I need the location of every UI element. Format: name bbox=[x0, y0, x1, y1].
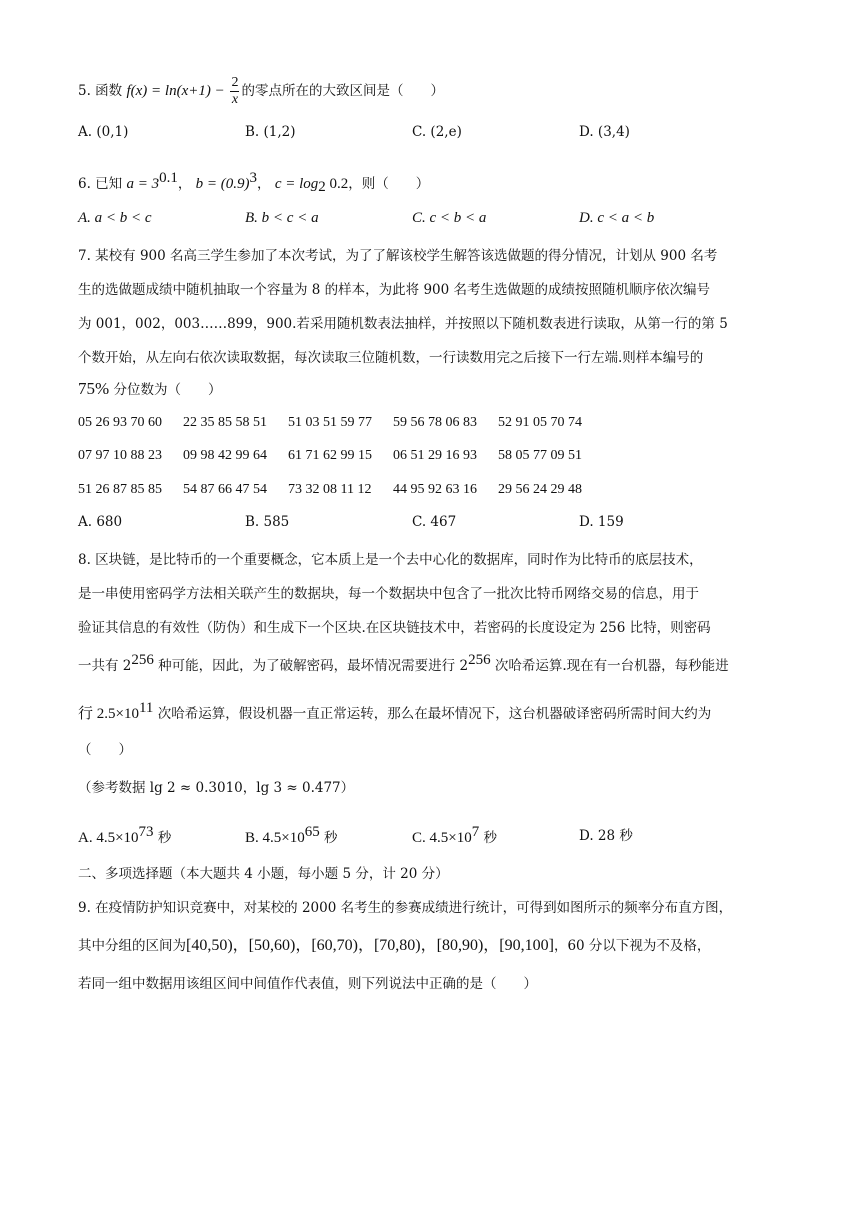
q7-line-4: 个数开始，从左向右依次读取数据，每次读取三位随机数，一行读数用完之后接下一行左端.则样本编号的 bbox=[78, 350, 704, 366]
q8-line-4: 一共有 $2^{256}$ 种可能，因此，为了破解密码，最坏情况需要进行 $2^{256}$ 次哈希运算.现在有一台机器，每秒能进 bbox=[78, 652, 729, 674]
q8-reference-data: （参考数据 lg 2 ≈ 0.3010，lg 3 ≈ 0.477） bbox=[78, 780, 355, 796]
random-table-row-1: 05 26 93 70 60 22 35 85 58 51 51 03 51 59 77 59 56 78 06 83 52 91 05 70 74 bbox=[78, 415, 582, 430]
q6-stem: 6. 已知 $a = 3^{0.1}$， $b = (0.9)^3$， $c = \log_2 0.2$，则（ ） bbox=[78, 170, 430, 195]
q5-option-b: B. (1,2) bbox=[245, 124, 296, 140]
q6-option-b: B. b < c < a bbox=[245, 210, 319, 226]
q7-line-5: 75% 分位数为（ ） bbox=[78, 379, 222, 398]
q8-option-a: A. $4.5\times 10^{73}$ 秒 bbox=[78, 824, 172, 846]
q9-line-3: 若同一组中数据用该组区间中间值作代表值，则下列说法中正确的是（ ） bbox=[78, 976, 537, 992]
q8-line-1: 8. 区块链，是比特币的一个重要概念，它本质上是一个去中心化的数据库，同时作为比特币的底层技术， bbox=[78, 552, 703, 568]
q7-option-a: A. 680 bbox=[78, 514, 123, 530]
q7-percentile: 75% bbox=[78, 379, 110, 398]
q7-line-3: 为 001，002，003……899，900.若采用随机数表法抽样，并按照以下随机数表进行读取，从第一行的第 5 bbox=[78, 316, 728, 332]
section-2-heading: 二、多项选择题（本大题共 4 小题，每小题 5 分，计 20 分） bbox=[78, 866, 449, 882]
q6-option-c: C. c < b < a bbox=[412, 210, 487, 226]
q8-option-d: D. 28 秒 bbox=[579, 828, 633, 844]
q9-line-1: 9. 在疫情防护知识竞赛中，对某校的 2000 名考生的参赛成绩进行统计，可得到如图所示的频率分布直方图， bbox=[78, 900, 733, 916]
q5-option-a: A. (0,1) bbox=[78, 124, 129, 140]
random-table-row-3: 51 26 87 85 85 54 87 66 47 54 73 32 08 11 12 44 95 92 63 16 29 56 24 29 48 bbox=[78, 482, 582, 497]
q8-option-b: B. $4.5\times 10^{65}$ 秒 bbox=[245, 824, 338, 846]
q5-option-c: C. (2,e) bbox=[412, 124, 462, 140]
q7-option-d: D. 159 bbox=[579, 514, 624, 530]
q9-line-2: 其中分组的区间为[40,50)，[50,60)，[60,70)，[70,80)，[80,90)，[90,100]，60 分以下视为不及格， bbox=[78, 937, 711, 954]
q7-option-c: C. 467 bbox=[412, 514, 457, 530]
q5-stem: 5. 函数 f(x) = ln(x+1) − $\frac{2}{x}$ 的零点所在的大致区间是（ ） bbox=[78, 75, 444, 107]
q8-answer-paren: （ ） bbox=[78, 742, 132, 758]
q8-line-5: 行 $2.5\times 10^{11}$ 次哈希运算，假设机器一直正常运转，那么在最坏情况下，这台机器破译密码所需时间大约为 bbox=[78, 700, 712, 722]
q9-intervals: [40,50)，[50,60)，[60,70)，[70,80)，[80,90)，[90,100] bbox=[186, 937, 554, 954]
q7-line-2: 生的选做题成绩中随机抽取一个容量为 8 的样本，为此将 900 名考生选做题的成绩按照随机顺序依次编号 bbox=[78, 282, 711, 298]
q8-option-c: C. $4.5\times 10^7$ 秒 bbox=[412, 824, 498, 846]
random-table-row-2: 07 97 10 88 23 09 98 42 99 64 61 71 62 99 15 06 51 29 16 93 58 05 77 09 51 bbox=[78, 448, 582, 463]
q5-function: f(x) = ln(x+1) − bbox=[126, 83, 229, 99]
q5-option-d: D. (3,4) bbox=[579, 124, 630, 140]
q5-fraction: $\frac{2}{x}$ bbox=[231, 75, 239, 107]
q7-option-b: B. 585 bbox=[245, 514, 290, 530]
q6-option-d: D. c < a < b bbox=[579, 210, 655, 226]
q6-option-a: A. a < b < c bbox=[78, 210, 152, 226]
q7-line-1: 7. 某校有 900 名高三学生参加了本次考试，为了了解该校学生解答该选做题的得分情况，计划从 900 名考 bbox=[78, 248, 718, 264]
q8-line-3: 验证其信息的有效性（防伪）和生成下一个区块.在区块链技术中，若密码的长度设定为 256 比特，则密码 bbox=[78, 620, 711, 636]
q8-line-2: 是一串使用密码学方法相关联产生的数据块，每一个数据块中包含了一批次比特币网络交易的信息，用于 bbox=[78, 586, 699, 602]
